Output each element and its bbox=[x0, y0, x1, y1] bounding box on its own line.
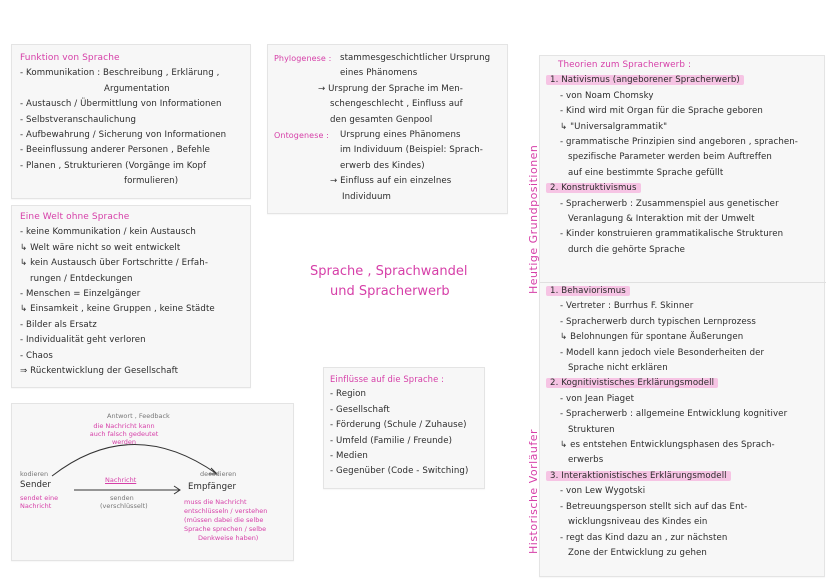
funktion-line: - Planen , Strukturieren (Vorgänge im Kopf bbox=[20, 160, 207, 171]
onto-line: erwerb des Kindes) bbox=[340, 160, 425, 171]
theorien-title: Theorien zum Spracherwerb : bbox=[558, 60, 692, 70]
nativismus-heading bbox=[546, 73, 822, 88]
einfluesse-line: - Gesellschaft bbox=[330, 404, 390, 415]
kognitivistisch-line: - von Jean Piaget bbox=[560, 393, 635, 404]
behaviorismus-heading bbox=[546, 284, 822, 299]
interaktionistisch-line: - regt das Kind dazu an , zur nächsten bbox=[560, 532, 728, 543]
funktion-line: - Aufbewahrung / Sicherung von Informationen bbox=[20, 130, 227, 141]
theorien-divider bbox=[540, 282, 826, 283]
nachricht-label: Nachricht bbox=[105, 476, 137, 484]
welt-line: - Individualität geht verloren bbox=[20, 335, 146, 346]
onto-line: Individuum bbox=[342, 191, 392, 202]
feedback-label: Antwort , Feedback bbox=[107, 412, 170, 420]
card-phylogenese-ontogenese bbox=[267, 44, 508, 214]
konstruktivismus-line: durch die gehörte Sprache bbox=[568, 244, 686, 255]
card-kommunikationsmodell bbox=[11, 403, 294, 561]
konstruktivismus-line: - Kinder konstruieren grammatikalische Strukturen bbox=[560, 229, 784, 240]
interaktionistisch-line: Zone der Entwicklung zu gehen bbox=[568, 547, 707, 558]
einfluesse-line: - Förderung (Schule / Zuhause) bbox=[330, 420, 467, 431]
funktion-line: formulieren) bbox=[124, 176, 179, 187]
empfaenger-note-line: Sprache sprechen / selbe bbox=[184, 525, 267, 533]
nativismus-line: ↳ "Universalgrammatik" bbox=[560, 121, 668, 132]
nativismus-highlight: 1. Nativismus (angeborener Spracherwerb) bbox=[546, 75, 744, 85]
card-funktion-von-sprache bbox=[11, 44, 251, 199]
nativismus-line: - von Noam Chomsky bbox=[560, 90, 654, 101]
welt-title: Eine Welt ohne Sprache bbox=[20, 212, 130, 222]
nativismus-line: auf eine bestimmte Sprache gefüllt bbox=[568, 167, 724, 178]
senden-label: senden bbox=[110, 494, 134, 502]
funktion-line: - Kommunikation : Beschreibung , Erklärung , bbox=[20, 68, 220, 79]
interaktionistisch-heading bbox=[546, 469, 822, 484]
funktion-line: - Austausch / Übermittlung von Informationen bbox=[20, 99, 222, 110]
phylogenese-label: Phylogenese : bbox=[274, 54, 332, 63]
welt-line: ↳ Einsamkeit , keine Gruppen , keine Städte bbox=[20, 304, 215, 315]
kognitivistisch-heading bbox=[546, 376, 822, 391]
welt-line: - Chaos bbox=[20, 350, 53, 361]
welt-line: - keine Kommunikation / kein Austausch bbox=[20, 227, 196, 238]
side-label-heutige: Heutige Grundpositionen bbox=[527, 144, 540, 294]
behaviorismus-line: - Modell kann jedoch viele Besonderheiten der bbox=[560, 347, 765, 358]
welt-line: ↳ kein Austausch über Fortschritte / Erfah- bbox=[20, 258, 209, 269]
interaktionistisch-highlight: 3. Interaktionistisches Erklärungsmodell bbox=[546, 471, 731, 481]
page-title-line-1: Sprache , Sprachwandel bbox=[310, 264, 468, 279]
einfluesse-line: - Umfeld (Familie / Freunde) bbox=[330, 435, 453, 446]
onto-line: im Individuum (Beispiel: Sprach- bbox=[340, 145, 483, 156]
card-einfluesse bbox=[323, 367, 485, 489]
kognitivistisch-line: erwerbs bbox=[568, 455, 604, 466]
onto-line: → Einfluss auf ein einzelnes bbox=[330, 176, 452, 187]
funktion-line: - Beeinflussung anderer Personen , Befehle bbox=[20, 145, 211, 156]
verschluesselt-label: (verschlüsselt) bbox=[100, 502, 148, 510]
card-welt-ohne-sprache bbox=[11, 205, 251, 388]
einfluesse-title: Einflüsse auf die Sprache : bbox=[330, 374, 445, 384]
welt-line: rungen / Entdeckungen bbox=[30, 273, 133, 284]
phylo-line: den gesamten Genpool bbox=[330, 114, 433, 125]
kognitivistisch-highlight: 2. Kognitivistisches Erklärungsmodell bbox=[546, 378, 718, 388]
phylo-line: eines Phänomens bbox=[340, 68, 418, 79]
empfaenger-note-line: Denkweise haben) bbox=[198, 534, 259, 542]
behaviorismus-line: - Vertreter : Burrhus F. Skinner bbox=[560, 301, 694, 312]
feedback-note: die Nachricht kann auch falsch gedeutet werden bbox=[89, 422, 159, 446]
card-theorien-spracherwerb bbox=[527, 55, 825, 577]
phylo-line: stammesgeschichtlicher Ursprung bbox=[340, 53, 491, 63]
interaktionistisch-line: wicklungsniveau des Kindes ein bbox=[568, 517, 708, 528]
kognitivistisch-line: ↳ es entstehen Entwicklungsphasen des Sprach- bbox=[560, 440, 775, 451]
onto-line: Ursprung eines Phänomens bbox=[340, 130, 461, 141]
phylo-line: schengeschlecht , Einfluss auf bbox=[330, 99, 463, 110]
nativismus-line: - grammatische Prinzipien sind angeboren , sprachen- bbox=[560, 137, 799, 148]
interaktionistisch-line: - Betreuungsperson stellt sich auf das Ent- bbox=[560, 501, 748, 512]
kodieren-label: kodieren bbox=[20, 470, 49, 478]
konstruktivismus-highlight: 2. Konstruktivismus bbox=[546, 183, 641, 193]
behaviorismus-highlight: 1. Behaviorismus bbox=[546, 286, 630, 296]
phylo-line: → Ursprung der Sprache im Men- bbox=[318, 83, 463, 94]
welt-line: - Menschen = Einzelgänger bbox=[20, 289, 141, 300]
konstruktivismus-line: - Spracherwerb : Zusammenspiel aus genetischer bbox=[560, 198, 779, 209]
interaktionistisch-line: - von Lew Wygotski bbox=[560, 486, 646, 497]
nativismus-line: - Kind wird mit Organ für die Sprache geboren bbox=[560, 106, 763, 117]
behaviorismus-line: ↳ Belohnungen für spontane Äußerungen bbox=[560, 332, 744, 343]
empfaenger-note-line: muss die Nachricht bbox=[184, 498, 247, 506]
side-label-historische: Historische Vorläufer bbox=[527, 428, 540, 554]
behaviorismus-line: Sprache nicht erklären bbox=[568, 363, 668, 374]
funktion-title: Funktion von Sprache bbox=[20, 53, 120, 63]
empfaenger-label: Empfänger bbox=[188, 482, 237, 492]
funktion-line: Argumentation bbox=[104, 83, 170, 94]
funktion-line: - Selbstveranschaulichung bbox=[20, 114, 137, 125]
welt-line: ⇒ Rückentwicklung der Gesellschaft bbox=[20, 366, 179, 377]
welt-line: - Bilder als Ersatz bbox=[20, 319, 97, 330]
behaviorismus-line: - Spracherwerb durch typischen Lernprozess bbox=[560, 316, 756, 327]
einfluesse-line: - Gegenüber (Code - Switching) bbox=[330, 466, 469, 477]
einfluesse-line: - Region bbox=[330, 389, 367, 400]
konstruktivismus-heading bbox=[546, 181, 822, 196]
sender-note: sendet eine Nachricht bbox=[20, 494, 59, 510]
kognitivistisch-line: - Spracherwerb : allgemeine Entwicklung kognitiver bbox=[560, 409, 788, 420]
einfluesse-line: - Medien bbox=[330, 451, 368, 462]
dekodieren-label: decodieren bbox=[200, 470, 237, 478]
kognitivistisch-line: Strukturen bbox=[568, 424, 615, 435]
empfaenger-note-line: entschlüsseln / verstehen bbox=[184, 507, 268, 515]
welt-line: ↳ Welt wäre nicht so weit entwickelt bbox=[20, 242, 181, 253]
page-title-line-2: und Spracherwerb bbox=[330, 284, 450, 299]
sender-label: Sender bbox=[20, 480, 52, 490]
ontogenese-label: Ontogenese : bbox=[274, 131, 329, 141]
nativismus-line: spezifische Parameter werden beim Auftreffen bbox=[568, 152, 772, 163]
empfaenger-note-line: (müssen dabei die selbe bbox=[184, 516, 264, 524]
konstruktivismus-line: Veranlagung & Interaktion mit der Umwelt bbox=[568, 214, 755, 225]
